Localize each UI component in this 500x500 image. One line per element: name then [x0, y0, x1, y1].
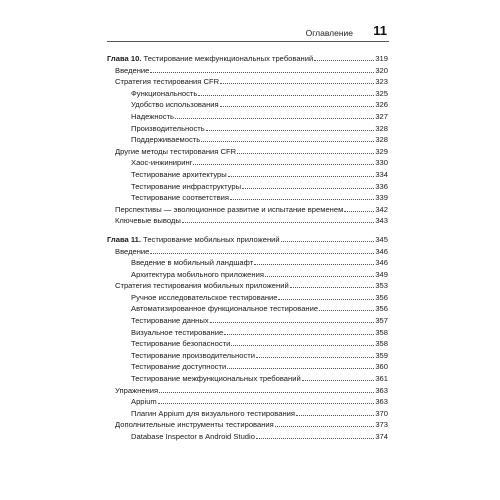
toc-page-number: 360 [375, 362, 388, 372]
dot-leader [175, 112, 374, 119]
dot-leader [210, 316, 375, 323]
dot-leader [206, 124, 375, 131]
toc-entry[interactable] [107, 292, 388, 304]
toc-entry-title: Введение [115, 246, 150, 256]
toc-entry[interactable] [107, 373, 388, 385]
dot-leader [242, 182, 374, 189]
dot-leader [150, 247, 374, 254]
toc-entry-title: Другие методы тестирования CFR [115, 146, 237, 156]
toc-entry-title: Автоматизированное функциональное тестирование [131, 304, 319, 314]
toc-page-number: 330 [375, 158, 388, 168]
toc-entry-title: Тестирование соответствия [131, 193, 229, 203]
toc-entry-title: Ключевые выводы [115, 216, 181, 226]
toc-entry[interactable] [107, 169, 388, 181]
toc-entry[interactable] [107, 134, 388, 146]
toc-entry-title: Хаос-инжиниринг [131, 158, 193, 168]
toc-entry-title: Перспективы — эволюционное развитие и испытание временем [115, 204, 344, 214]
dot-leader [314, 54, 374, 61]
dot-leader [230, 193, 374, 200]
toc-entry-title: Appium [131, 397, 157, 407]
toc-entry-title: Введение в мобильный ландшафт [131, 258, 254, 268]
toc-entry[interactable] [107, 157, 388, 169]
chapter-spacer [107, 227, 388, 234]
toc-page-number: 328 [375, 135, 388, 145]
toc-page-number: 349 [375, 269, 388, 279]
toc-page-number: 353 [375, 281, 388, 291]
dot-leader [220, 100, 375, 107]
toc-page-number: 346 [375, 258, 388, 268]
toc-entry[interactable] [107, 385, 388, 397]
dot-leader [231, 339, 374, 346]
toc-entry[interactable] [107, 123, 388, 135]
toc-entry-title: Тестирование инфраструктуры [131, 181, 242, 191]
toc-entry[interactable] [107, 361, 388, 373]
toc-page-number: 357 [375, 316, 388, 326]
toc-entry[interactable] [107, 246, 388, 258]
table-of-contents [107, 53, 388, 443]
toc-page-number: 356 [375, 292, 388, 302]
toc-entry-title: Database Inspector в Android Studio [131, 432, 255, 441]
toc-entry-title: Надежность [131, 111, 175, 121]
toc-page-number: 361 [375, 374, 388, 384]
toc-entry-title [107, 234, 280, 246]
running-header-title: Оглавление [305, 28, 353, 38]
toc-entry-title: Визуальное тестирование [131, 327, 224, 337]
toc-page-number: 343 [375, 216, 388, 226]
toc-entry-title: Тестирование архитектуры [131, 169, 227, 179]
toc-page-number: 320 [375, 65, 388, 75]
toc-entry-title: Поддерживаемость [131, 135, 201, 145]
dot-leader [290, 281, 375, 288]
toc-page-number: 319 [375, 54, 388, 63]
dot-leader [220, 77, 374, 84]
toc-entry-title: Тестирование доступности [131, 362, 227, 372]
dot-leader [201, 135, 374, 142]
toc-entry[interactable] [107, 269, 388, 281]
toc-entry[interactable] [107, 408, 388, 420]
dot-leader [198, 89, 374, 96]
toc-entry-title: Тестирование межфункциональных требований [131, 374, 301, 384]
toc-entry[interactable] [107, 315, 388, 327]
toc-page-number: 325 [375, 88, 388, 98]
toc-entry[interactable] [107, 257, 388, 269]
toc-entry-title: Тестирование производительности [131, 350, 255, 360]
dot-leader [296, 409, 374, 416]
toc-entry[interactable] [107, 76, 388, 88]
toc-entry-title: Тестирование безопасности [131, 339, 231, 349]
toc-page-number: 327 [375, 111, 388, 121]
toc-entry[interactable] [107, 350, 388, 362]
dot-leader [254, 258, 374, 265]
toc-entry-title: Упражнения [115, 385, 159, 395]
dot-leader [228, 170, 375, 177]
toc-chapter-entry[interactable] [107, 53, 388, 65]
toc-page-number: 339 [375, 193, 388, 203]
toc-page-number: 363 [375, 385, 388, 395]
dot-leader [193, 158, 374, 165]
dot-leader [158, 397, 375, 404]
dot-leader [224, 328, 374, 335]
dot-leader [227, 362, 374, 369]
toc-entry[interactable] [107, 65, 388, 77]
dot-leader [237, 147, 374, 154]
toc-entry[interactable] [107, 280, 388, 292]
toc-entry[interactable] [107, 431, 388, 443]
toc-entry-title: Ручное исследовательское тестирование [131, 292, 278, 302]
chapter-number: Глава 11. [107, 234, 142, 244]
toc-chapter-entry[interactable] [107, 234, 388, 246]
dot-leader [159, 386, 374, 393]
toc-entry-title: Производительность [131, 123, 205, 133]
toc-entry[interactable] [107, 327, 388, 339]
toc-page-number: 363 [375, 397, 388, 407]
toc-entry[interactable] [107, 419, 388, 431]
toc-entry[interactable] [107, 192, 388, 204]
running-header [107, 23, 389, 42]
toc-page-number: 326 [375, 100, 388, 110]
chapter-title: Тестирование мобильных приложений [141, 234, 280, 244]
toc-page-number: 374 [375, 432, 388, 441]
toc-page-number: 345 [375, 234, 388, 244]
toc-entry[interactable] [107, 303, 388, 315]
toc-page-number: 323 [375, 77, 388, 87]
toc-entry-title: Введение [115, 65, 150, 75]
toc-entry[interactable] [107, 146, 388, 158]
toc-page-number: 329 [375, 146, 388, 156]
chapter-number: Глава 10. [107, 54, 142, 63]
toc-page-number: 358 [375, 327, 388, 337]
chapter-title: Тестирование межфункциональных требований [141, 54, 314, 63]
toc-entry-title: Стратегия тестирования CFR [115, 77, 220, 87]
toc-entry[interactable] [107, 338, 388, 350]
toc-page-number: 346 [375, 246, 388, 256]
dot-leader [302, 374, 375, 381]
toc-page-number: 334 [375, 169, 388, 179]
toc-entry[interactable] [107, 99, 388, 111]
page-number: 11 [373, 23, 387, 38]
toc-page-number: 356 [375, 304, 388, 314]
dot-leader [281, 235, 375, 242]
toc-entry[interactable] [107, 396, 388, 408]
toc-page-number: 373 [375, 420, 388, 430]
toc-entry[interactable] [107, 204, 388, 216]
dot-leader [150, 66, 374, 73]
toc-entry[interactable] [107, 215, 388, 227]
dot-leader [265, 270, 374, 277]
toc-page-number: 336 [375, 181, 388, 191]
toc-page-number: 358 [375, 339, 388, 349]
dot-leader [256, 351, 374, 358]
dot-leader [278, 293, 374, 300]
toc-entry-title: Стратегия тестирования мобильных приложений [115, 281, 289, 291]
toc-entry[interactable] [107, 111, 388, 123]
dot-leader [319, 304, 374, 311]
toc-entry[interactable] [107, 88, 388, 100]
toc-page-number: 359 [375, 350, 388, 360]
toc-entry[interactable] [107, 181, 388, 193]
toc-entry-title: Плагин Appium для визуального тестирования [131, 408, 296, 418]
toc-entry-title: Дополнительные инструменты тестирования [115, 420, 274, 430]
toc-entry-title: Удобство использования [131, 100, 219, 110]
toc-entry-title: Функциональность [131, 88, 198, 98]
toc-page-number: 370 [375, 408, 388, 418]
toc-page-number: 342 [375, 204, 388, 214]
dot-leader [182, 216, 375, 223]
toc-entry-title [107, 53, 313, 65]
toc-entry-title: Тестирование данных [131, 316, 209, 326]
dot-leader [256, 432, 374, 439]
toc-page-number: 328 [375, 123, 388, 133]
toc-entry-title: Архитектура мобильного приложения [131, 269, 264, 279]
dot-leader [275, 420, 375, 427]
dot-leader [344, 205, 374, 212]
